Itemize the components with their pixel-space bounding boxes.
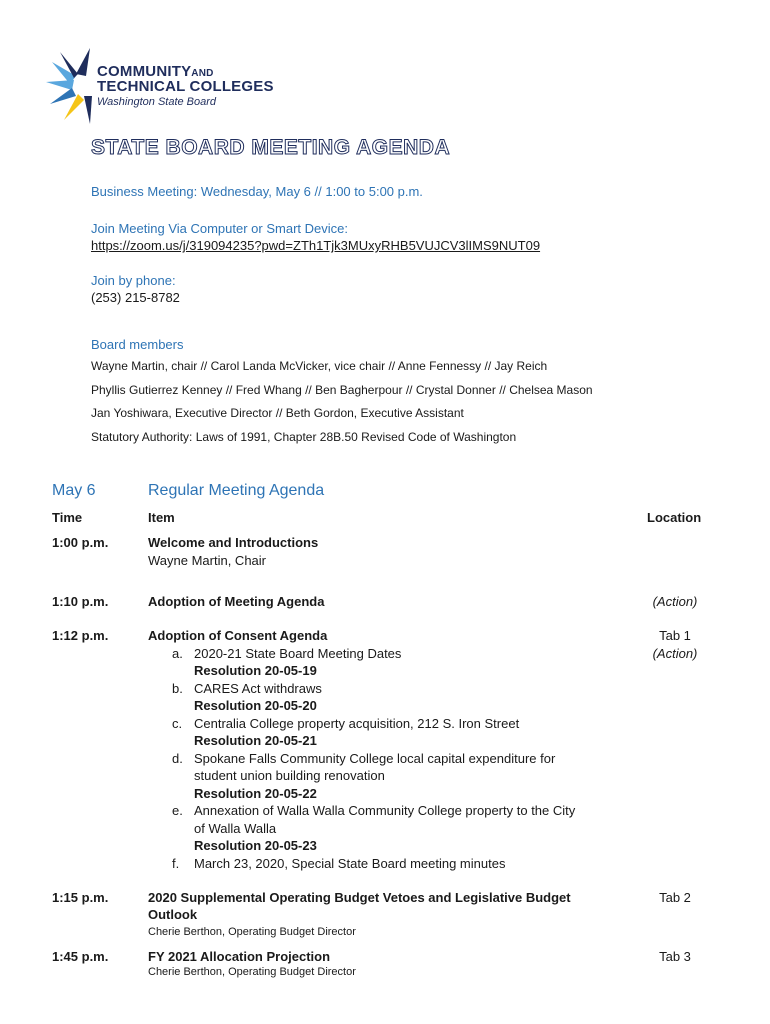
logo-star-icon bbox=[46, 46, 96, 126]
agenda-time: 1:10 p.m. bbox=[52, 594, 109, 609]
column-header-time: Time bbox=[52, 510, 83, 525]
join-phone-label: Join by phone: bbox=[91, 273, 176, 288]
agenda-item-presenter: Wayne Martin, Chair bbox=[148, 553, 266, 568]
subitem-resolution: Resolution 20-05-23 bbox=[194, 838, 317, 853]
agenda-location: (Action) bbox=[652, 594, 698, 609]
subitem-resolution: Resolution 20-05-19 bbox=[194, 663, 317, 678]
subitem-text: Spokane Falls Community College local capital expenditure for bbox=[194, 751, 556, 766]
logo-text-community: COMMUNITYAND bbox=[97, 63, 214, 80]
agenda-item-presenter: Cherie Berthon, Operating Budget Director bbox=[148, 926, 356, 938]
agenda-item-presenter: Cherie Berthon, Operating Budget Director bbox=[148, 966, 356, 978]
statutory-authority: Statutory Authority: Laws of 1991, Chapter 28B.50 Revised Code of Washington bbox=[91, 430, 517, 444]
subitem-letter: c. bbox=[172, 716, 183, 731]
agenda-date: May 6 bbox=[52, 482, 96, 499]
subitem-letter: e. bbox=[172, 803, 183, 818]
logo-text-state-board: Washington State Board bbox=[97, 96, 217, 108]
subitem-text: March 23, 2020, Special State Board meeting minutes bbox=[194, 856, 506, 871]
board-members-heading: Board members bbox=[91, 337, 184, 352]
agenda-location-action: (Action) bbox=[652, 646, 698, 661]
subitem-resolution: Resolution 20-05-21 bbox=[194, 733, 317, 748]
subitem-text: Annexation of Walla Walla Community College property to the City bbox=[194, 803, 576, 818]
document-title: STATE BOARD MEETING AGENDA bbox=[91, 136, 451, 159]
agenda-item-title: Adoption of Consent Agenda bbox=[148, 628, 328, 643]
agenda-item-title: 2020 Supplemental Operating Budget Vetoes and Legislative Budget bbox=[148, 890, 571, 905]
agenda-item-title: Adoption of Meeting Agenda bbox=[148, 594, 325, 609]
business-meeting-line: Business Meeting: Wednesday, May 6 // 1:00 to 5:00 p.m. bbox=[91, 184, 423, 199]
logo-text-technical-colleges: TECHNICAL COLLEGES bbox=[97, 78, 274, 95]
agenda-item-title: Welcome and Introductions bbox=[148, 535, 319, 550]
agenda-heading: Regular Meeting Agenda bbox=[148, 482, 325, 499]
column-header-location: Location bbox=[647, 510, 702, 525]
subitem-letter: a. bbox=[172, 646, 183, 661]
agenda-item-title-continued: Outlook bbox=[148, 907, 198, 922]
agenda-location: Tab 3 bbox=[659, 949, 691, 964]
agenda-time: 1:15 p.m. bbox=[52, 890, 109, 905]
subitem-resolution: Resolution 20-05-20 bbox=[194, 698, 317, 713]
agenda-time: 1:00 p.m. bbox=[52, 535, 109, 550]
agenda-location: Tab 2 bbox=[659, 890, 691, 905]
agenda-time: 1:12 p.m. bbox=[52, 628, 109, 643]
subitem-resolution: Resolution 20-05-22 bbox=[194, 786, 317, 801]
zoom-link[interactable]: https://zoom.us/j/319094235?pwd=ZTh1Tjk3MUxyRHB5VUJCV3lIMS9NUT09 bbox=[91, 238, 541, 253]
subitem-text: 2020-21 State Board Meeting Dates bbox=[194, 646, 402, 661]
subitem-text: Centralia College property acquisition, 212 S. Iron Street bbox=[194, 716, 520, 731]
agenda-time: 1:45 p.m. bbox=[52, 949, 109, 964]
phone-number: (253) 215-8782 bbox=[91, 290, 180, 305]
subitem-text-continued: student union building renovation bbox=[194, 768, 385, 783]
agenda-location: Tab 1 bbox=[659, 628, 691, 643]
board-members-line: Wayne Martin, chair // Carol Landa McVicker, vice chair // Anne Fennessy // Jay Reich bbox=[91, 359, 548, 373]
agenda-item-title: FY 2021 Allocation Projection bbox=[148, 949, 331, 964]
subitem-letter: f. bbox=[172, 856, 180, 871]
subitem-text: CARES Act withdraws bbox=[194, 681, 322, 696]
subitem-letter: b. bbox=[172, 681, 183, 696]
join-computer-label: Join Meeting Via Computer or Smart Device: bbox=[91, 221, 348, 236]
subitem-letter: d. bbox=[172, 751, 183, 766]
column-header-item: Item bbox=[148, 510, 175, 525]
staff-line: Jan Yoshiwara, Executive Director // Beth Gordon, Executive Assistant bbox=[91, 406, 464, 420]
board-members-line: Phyllis Gutierrez Kenney // Fred Whang // Ben Bagherpour // Crystal Donner // Chelsea Mason bbox=[91, 383, 593, 397]
subitem-text-continued: of Walla Walla bbox=[194, 821, 277, 836]
